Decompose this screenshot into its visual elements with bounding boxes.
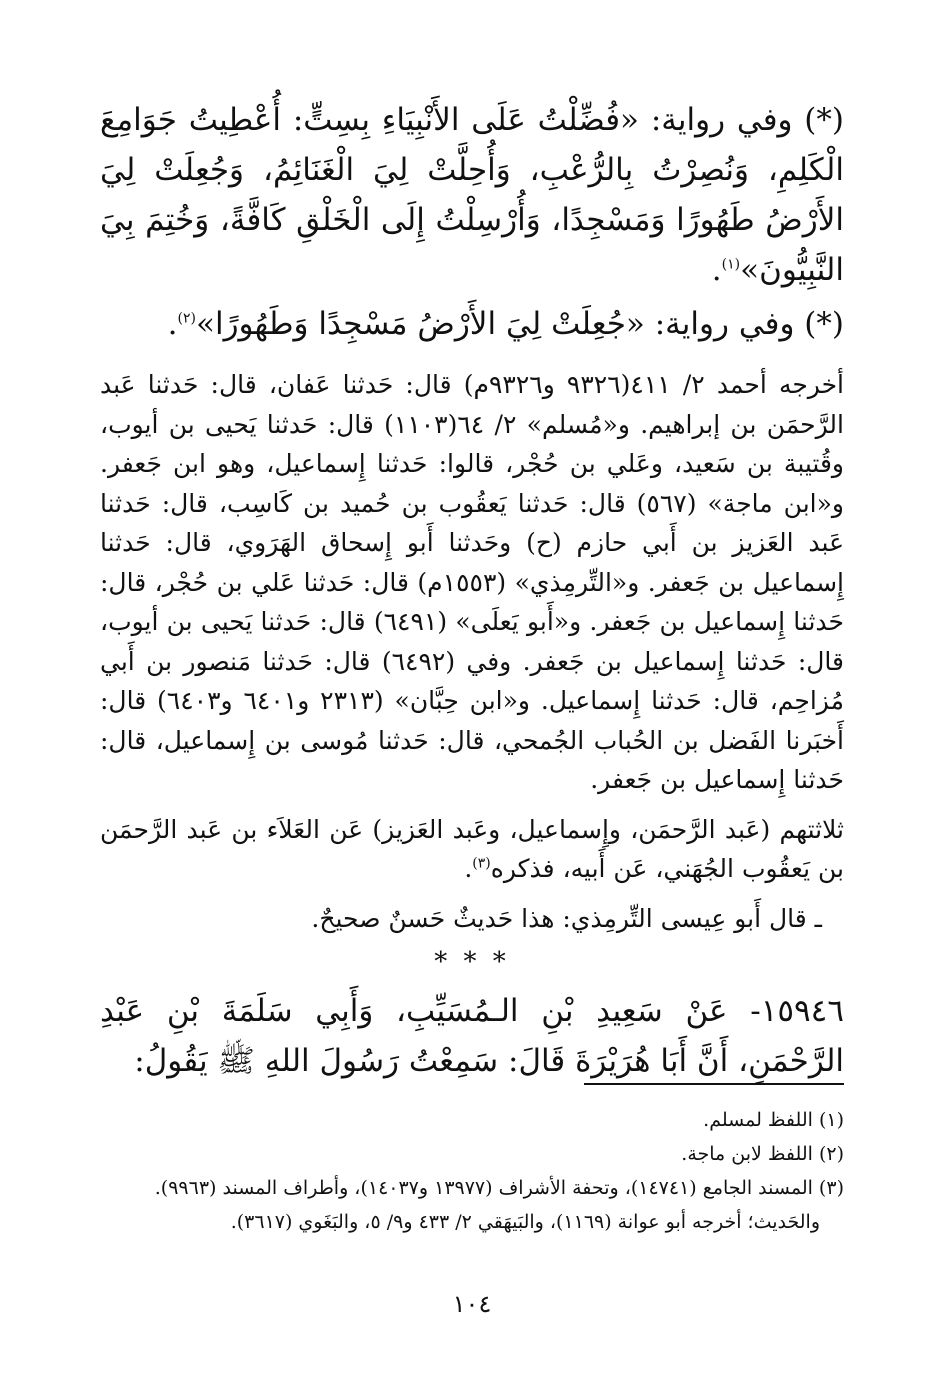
riwaya-paragraph	[100, 299, 844, 349]
next-hadith-text: ١٥٩٤٦- عَنْ سَعِيدِ بْنِ الـمُسَيِّبِ، وَأَبِي سَلَمَةَ بْنِ عَبْدِ الرَّحْمَنِ، أَنَّ أَبَا هُرَيْرَةَ قَالَ: سَمِعْتُ رَسُولَ اللهِ ﷺ يَقُولُ:	[100, 993, 844, 1079]
footnote-3: (٣) المسند الجامع (١٤٧٤١)، وتحفة الأشراف (١٣٩٧٧ و١٤٠٣٧)، وأطراف المسند (٩٩٦٣).	[154, 1177, 844, 1199]
takhrij-paragraph: أخرجه أحمد ٢/ ٤١١(٩٣٢٦ و٩٣٢٦م) قال: حَدثنا عَفان، قال: حَدثنا عَبد الرَّحمَن بن إبراهيم. و«مُسلم» ٢/ ٦٤(١١٠٣) قال: حَدثنا يَحيى بن أيوب، وقُتيبة بن سَعيد، وعَلي بن حُجْر، قالوا: حَدثنا إِسماعيل، وهو ابن جَعفر. و«ابن ماجة» (٥٦٧) قال: حَدثنا يَعقُوب بن حُميد بن كَاسِب، قال: حَدثنا عَبد العَزيز بن أَبي حازم (ح) وحَدثنا أَبو إِسحاق الهَرَوي، قال: حَدثنا إِسماعيل بن جَعفر. و«التِّرمِذي» (١٥٥٣م) قال: حَدثنا عَلي بن حُجْر، قال: حَدثنا إِسماعيل بن جَعفر. و«أَبو يَعلَى» (٦٤٩١) قال: حَدثنا يَحيى بن أيوب، قال: حَدثنا إِسماعيل بن جَعفر. وفي (٦٤٩٢) قال: حَدثنا مَنصور بن أَبي مُزاحِم، قال: حَدثنا إِسماعيل. و«ابن حِبَّان» (٢٣١٣ و٦٤٠١ و٦٤٠٣) قال: أَخبَرنا الفَضل بن الحُباب الجُمحي، قال: حَدثنا مُوسى بن إِسماعيل، قال: حَدثنا إِسماعيل بن جَعفر.	[100, 370, 844, 794]
takhrij-section	[100, 365, 844, 938]
footnote-ref: (٢)	[177, 310, 196, 327]
takhrij-summary	[100, 810, 844, 889]
riwaya-text: (*) وفي رواية: «جُعِلَتْ لِيَ الأَرْضُ مَسْجِدًا وَطَهُورًا»	[195, 306, 844, 342]
tirmidhi-note: ـ قال أَبو عِيسى التِّرمِذي: هذا حَديثٌ حَسنٌ صحيحٌ.	[311, 903, 822, 933]
riwaya-end: .	[167, 306, 178, 342]
footnotes	[100, 1103, 844, 1239]
riwaya-paragraph	[100, 95, 844, 295]
footnote-divider	[584, 1083, 844, 1085]
riwaya-text: (*) وفي رواية: «فُضِّلْتُ عَلَى الأَنْبِيَاءِ بِسِتٍّ: أُعْطِيتُ جَوَامِعَ الْكَلِمِ، وَنُصِرْتُ بِالرُّعْبِ، وَأُحِلَّتْ لِيَ الْغَنَائِمُ، وَجُعِلَتْ لِيَ الأَرْضُ طَهُورًا وَمَسْجِدًا، وَأُرْسِلْتُ إِلَى الْخَلْقِ كَافَّةً، وَخُتِمَ بِيَ النَّبِيُّونَ»	[100, 102, 844, 288]
hadith-riwayat	[100, 95, 844, 349]
riwaya-end: .	[711, 252, 722, 288]
takhrij-summary-text: ثلاثتهم (عَبد الرَّحمَن، وإِسماعيل، وعَبد العَزيز) عَن العَلاَء بن عَبد الرَّحمَن بن يَعقُوب الجُهَني، عَن أَبيه، فذكره	[100, 814, 844, 883]
takhrij-summary-end: .	[464, 854, 473, 883]
footnote-ref: (٣)	[472, 855, 491, 872]
next-hadith	[100, 986, 844, 1086]
footnote-3-continued: والحَديث؛ أخرجه أبو عوانة (١١٦٩)، والبَيهَقي ٢/ ٤٣٣ و٩/ ٥، والبَغَوي (٣٦١٧).	[230, 1211, 820, 1233]
page-body	[100, 95, 844, 1086]
page-number: ١٠٤	[452, 1290, 492, 1318]
footnote-2: (٢) اللفظ لابن ماجة.	[681, 1143, 844, 1165]
footnote-1: (١) اللفظ لمسلم.	[703, 1109, 844, 1131]
footnote-ref: (١)	[721, 256, 741, 273]
section-separator: * * *	[434, 947, 510, 977]
